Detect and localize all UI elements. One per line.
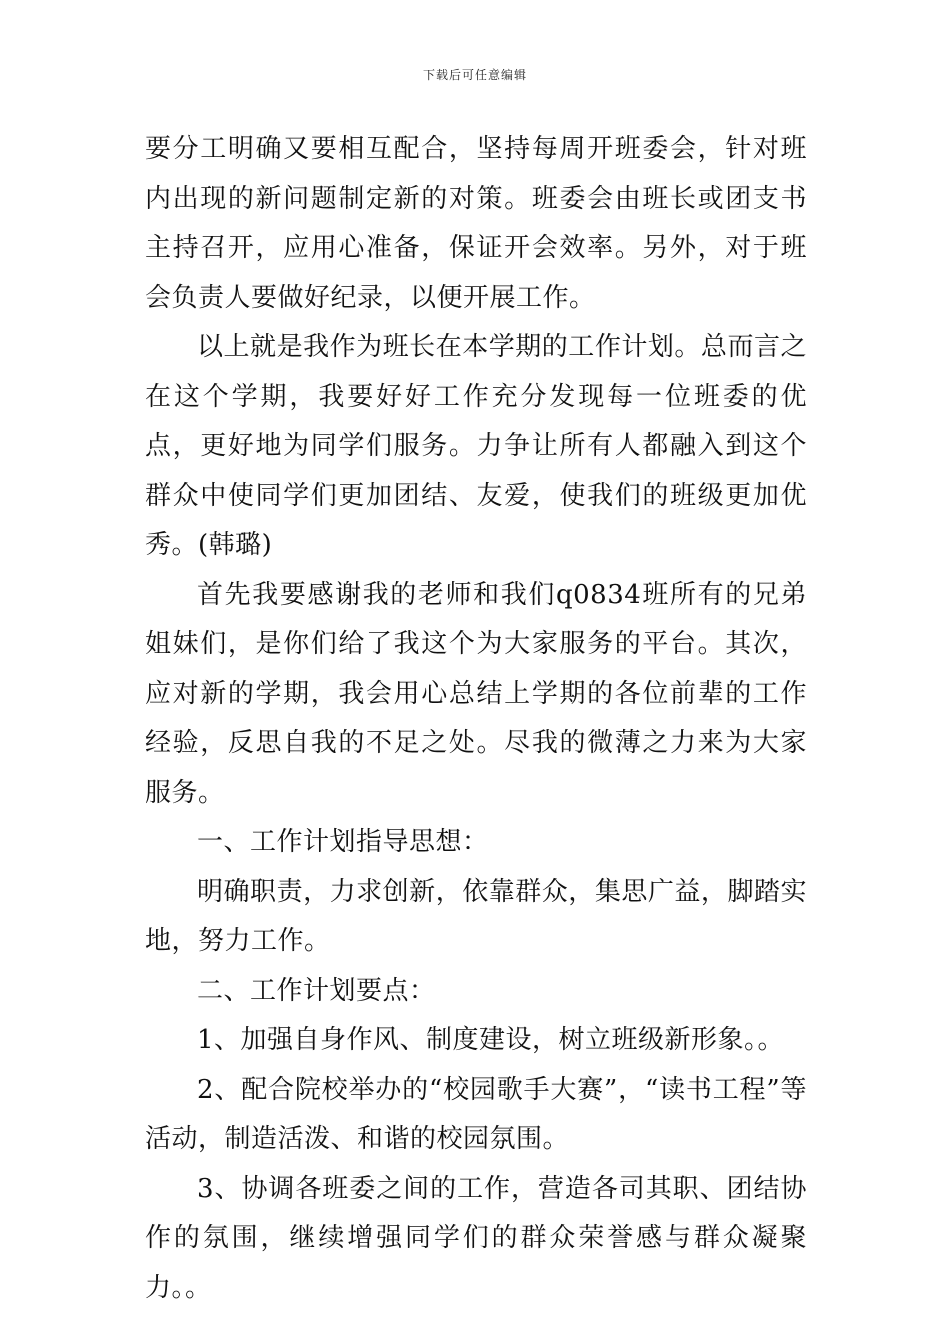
paragraph-2: 以上就是我作为班长在本学期的工作计划。总而言之在这个学期，我要好好工作充分发现每一位班委的优点，更好地为同学们服务。力争让所有人都融入到这个群众中使同学们更加团结、友爱，使我们的班级更加优秀。(韩璐) bbox=[145, 332, 807, 560]
paragraph-3: 首先我要感谢我的老师和我们q0834班所有的兄弟姐妹们，是你们给了我这个为大家服务的平台。其次，应对新的学期，我会用心总结上学期的各位前辈的工作经验，反思自我的不足之处。尽我的微薄之力来为大家服务。 bbox=[145, 579, 807, 808]
header-note: 下载后可任意编辑 bbox=[422, 68, 527, 82]
paragraph-4: 一、工作计划指导思想： bbox=[197, 827, 489, 857]
paragraph-8: 2、配合院校举办的“校园歌手大赛”，“读书工程”等活动，制造活泼、和谐的校园氛围。 bbox=[145, 1074, 807, 1154]
paragraph-5: 明确职责，力求创新，依靠群众，集思广益，脚踏实地，努力工作。 bbox=[145, 876, 807, 956]
paragraph-9: 3、协调各班委之间的工作，营造各司其职、团结协作的氛围，继续增强同学们的群众荣誉感与群众凝聚力。。 bbox=[145, 1173, 807, 1303]
paragraph-6: 二、工作计划要点： bbox=[197, 975, 436, 1006]
document-body bbox=[145, 125, 807, 1313]
paragraph-7: 1、加强自身作风、制度建设，树立班级新形象。。 bbox=[197, 1025, 785, 1055]
paragraph-1: 要分工明确又要相互配合，坚持每周开班委会，针对班内出现的新问题制定新的对策。班委会由班长或团支书主持召开，应用心准备，保证开会效率。另外，对于班会负责人要做好纪录，以便开展工作。 bbox=[145, 134, 807, 313]
